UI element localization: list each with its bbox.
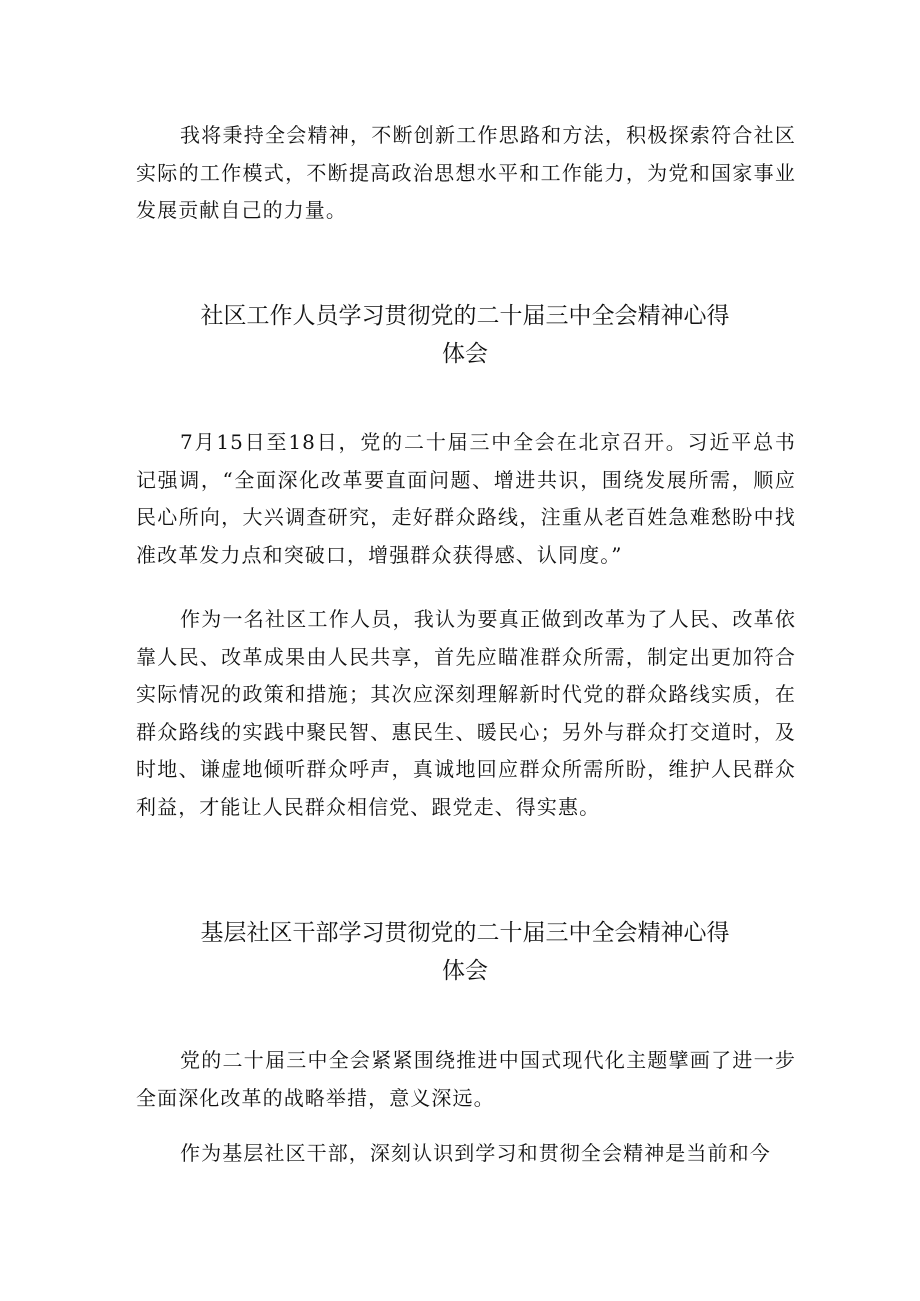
section-1-title xyxy=(150,297,780,373)
section-2-paragraph-1: 党的二十届三中全会紧紧围绕推进中国式现代化主题擘画了进一步全面深化改革的战略举措，意义深远。 xyxy=(136,1048,796,1110)
section-1-paragraph-2: 作为一名社区工作人员，我认为要真正做到改革为了人民、改革依靠人民、改革成果由人民共享，首先应瞄准群众所需，制定出更加符合实际情况的政策和措施；其次应深刻理解新时代党的群众路线实质，在群众路线的实践中聚民智、惠民生、暖民心；另外与群众打交道时，及时地、谦虚地倾听群众呼声，真诚地回应群众所需所盼，维护人民群众利益，才能让人民群众相信党、跟党走、得实惠。 xyxy=(136,607,796,819)
section-2-paragraph-2: 作为基层社区干部，深刻认识到学习和贯彻全会精神是当前和今 xyxy=(180,1141,771,1165)
section-2-title xyxy=(150,914,780,990)
section-2-title-line-2: 体会 xyxy=(442,958,488,984)
section-1-title-line-1: 社区工作人员学习贯彻党的二十届三中全会精神心得 xyxy=(200,303,730,329)
section-1-paragraph-1: 7月15日至18日，党的二十届三中全会在北京召开。习近平总书记强调，“全面深化改革要直面问题、增进共识，围绕发展所需，顺应民心所向，大兴调查研究，走好群众路线，注重从老百姓急难愁盼中找准改革发力点和突破口，增强群众获得感、认同度。” xyxy=(136,430,796,567)
section-2-title-line-1: 基层社区干部学习贯彻党的二十届三中全会精神心得 xyxy=(200,920,730,946)
intro-paragraph: 我将秉持全会精神，不断创新工作思路和方法，积极探索符合社区实际的工作模式，不断提高政治思想水平和工作能力，为党和国家事业发展贡献自己的力量。 xyxy=(136,123,796,222)
section-1-title-line-2: 体会 xyxy=(442,341,488,367)
